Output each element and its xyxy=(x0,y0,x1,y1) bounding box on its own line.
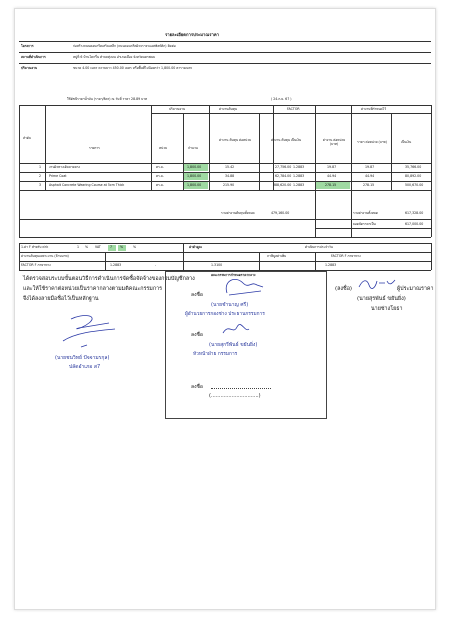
right-sig-name: (นายสุรพันธ์ ขยันยิ่ง) xyxy=(357,296,406,302)
row-3-qty: 1,800.00 xyxy=(187,183,202,187)
row-3-price: 278.15 xyxy=(363,183,375,187)
header-price-group: ค่างานที่กำหนดไว้ xyxy=(361,107,387,111)
row-3-total-cost: 388,620.00 xyxy=(273,183,292,187)
header-total-cost: ค่างาน ต้นทุน เป็นเงิน xyxy=(270,138,302,142)
row-1-total: 35,766.00 xyxy=(405,165,422,169)
factor-row1-v3: 7 xyxy=(110,245,113,249)
factor-row3-v1: - xyxy=(155,263,157,267)
header-qty-group: ปริมาณงาน xyxy=(169,107,186,111)
row-2-price-unit: 44.94 xyxy=(327,174,337,178)
factor-row1-v4: % xyxy=(120,245,124,249)
header-unit: หน่วย xyxy=(159,146,167,150)
factor-row3-v0: 1.2883 xyxy=(110,263,122,267)
volume-label: ปริมาณงาน xyxy=(21,66,38,70)
price-index-date: ( 24.ก.ย. 67 ) xyxy=(271,97,292,101)
row-1-unit: ตร.ม. xyxy=(156,165,164,169)
row-2-total: 80,892.00 xyxy=(405,174,422,178)
row-2-price: 44.94 xyxy=(365,174,375,178)
body-line-1: ได้ตรวจสอบระบบขั้นตอนวิธีการดำเนินการจัดซื้อจัดจ้างของกรมบัญชีกลาง xyxy=(23,276,195,282)
factor-row1-v2: VAT xyxy=(95,245,101,249)
committee-m2-signature xyxy=(221,323,251,337)
committee-m2-name: (นายสุกรีพันธ์ ขยันยิ่ง) xyxy=(209,342,258,348)
document-page xyxy=(14,8,436,610)
header-price-unit: ค่างาน ต่อหน่วย (บาท) xyxy=(322,138,346,146)
factor-row1-right-a: ค่าตัวคูณ xyxy=(189,245,202,249)
body-line-3: จึงได้ลงลายมือชื่อไว้เป็นหลักฐาน xyxy=(23,296,99,302)
row-3-item: Asphalt Concrete Wearing Course at 5cm Thick xyxy=(49,183,125,187)
factor-row1-v0: 1 xyxy=(77,245,80,249)
header-cost-group: ค่างานต้นทุน xyxy=(219,107,237,111)
row-2-factor: 1.2883 xyxy=(293,174,305,178)
committee-m1-role: ผู้อำนวยการกองช่าง ประธานกรรมการ xyxy=(185,312,265,317)
row-3-total: 500,670.00 xyxy=(405,183,424,187)
right-sig-position: นายช่างโยธา xyxy=(371,306,403,312)
committee-m1-label: ลงชื่อ xyxy=(191,292,203,298)
row-1-no: 1 xyxy=(39,165,42,169)
header-price: ราคา ต่อหน่วย (บาท) xyxy=(357,140,387,144)
row-2-total-cost: 62,784.00 xyxy=(275,174,292,178)
row-2-unit-cost: 34.88 xyxy=(225,174,235,178)
sum-label: รวมค่างานต้นทุนทั้งหมด xyxy=(221,211,255,215)
row-2-qty: 1,800.00 xyxy=(187,174,202,178)
factor-row1-v5: % xyxy=(133,245,137,249)
row-2-unit: ตร.ม. xyxy=(156,174,164,178)
volume-value: ขนาด 4.00 เมตร ความยาว 450.00 เมตร หรือพื้นที่ไม่น้อยกว่า 1,800.00 ตารางเมตร xyxy=(73,66,193,70)
header-amount-total: เป็นเงิน xyxy=(401,140,412,144)
price-index-line: ใช้ดัชนีราคาน้ำมัน (ราคา/ลิตร) ณ วันที่ ราคา 28.89 บาท xyxy=(67,97,148,101)
document-title: รายละเอียดการประมาณราคา xyxy=(165,32,220,37)
location-value: หมู่ที่ 6 บ้านโคกรื่น ตำบลทุ่งมน อำเภอเมือง จังหวัดนครพนม xyxy=(73,55,156,59)
factor-row3-label: FACTOR F ภาษาทาง xyxy=(21,263,51,267)
row-3-factor: 1.2883 xyxy=(293,183,305,187)
committee-m1-name: (นายชำนาญ ศรี) xyxy=(211,302,249,308)
row-1-total-cost: 27,756.00 xyxy=(275,165,292,169)
right-signature-mark xyxy=(357,277,397,291)
row-3-price-unit: 278.15 xyxy=(325,183,337,187)
committee-m3-label: ลงชื่อ xyxy=(191,384,203,390)
row-1-price: 19.87 xyxy=(365,165,375,169)
right-sig-label: (ลงชื่อ) xyxy=(335,286,353,292)
committee-m3-name: (..............................) xyxy=(209,393,261,399)
factor-row1-right-b: ดำเนินการประจำวัน xyxy=(305,245,333,249)
committee-m1-signature xyxy=(221,275,265,297)
row-2-item: Prime Coat xyxy=(49,174,67,178)
committee-m2-role: หัวหน้าฝ่าย กรรมการ xyxy=(193,352,238,357)
factor-row2-label: ค่างานต้นทุนเฉพาะงาน (ล้านบาท) xyxy=(21,254,69,258)
row-3-no: 3 xyxy=(39,183,42,187)
factor-row1-v1: % xyxy=(85,245,89,249)
left-signature-mark xyxy=(59,311,123,351)
left-sig-name: (นายชนวิทย์ ปัจจามรกุล) xyxy=(55,355,110,361)
round-label: ยอดปัดราคาเป็น xyxy=(353,222,376,226)
row-1-item: งานผิวทางเดิมลาดยาง xyxy=(49,165,80,169)
body-line-2: และให้ใช้ราคาต่อหน่วยเป็นราคากลางตามมติคณะกรรมการ xyxy=(23,286,163,292)
right-sig-role: ผู้ประมาณราคา xyxy=(397,286,434,292)
round-value: 617,000.00 xyxy=(405,222,424,226)
factor-row1-label: 1.ค่า F สำหรับ ค่าk xyxy=(21,245,49,249)
header-unit-cost: ค่างาน ต้นทุน ต่อหน่วย xyxy=(219,138,251,142)
row-1-qty: 1,800.00 xyxy=(187,165,202,169)
header-item: รายการ xyxy=(89,146,100,150)
row-1-factor: 1.2883 xyxy=(293,165,305,169)
row-1-unit-cost: 15.42 xyxy=(225,165,235,169)
row-1-price-unit: 19.87 xyxy=(327,165,337,169)
factor-row2-right: FACTOR F ภาษาทาง xyxy=(331,254,361,258)
grand-value: 617,328.00 xyxy=(405,211,424,215)
location-label: สถานที่ดำเนินการ xyxy=(21,55,46,59)
header-amount: จำนวน xyxy=(188,146,198,150)
factor-row2-mid: ภาษีมูลค่าเพิ่ม xyxy=(267,254,287,258)
project-value: ก่อสร้างถนนคอนกรีตเสริมเหล็ก (ถนนคอนกรีตผิวจราจรแอสฟัลท์ติก) ติดต่อ xyxy=(73,44,176,48)
row-3-unit: ตร.ม. xyxy=(156,183,164,187)
header-factor: FACTOR xyxy=(287,107,300,111)
left-sig-position: ปลัดอำเภอ ส7 xyxy=(69,364,101,370)
header-no: ลำดับ xyxy=(23,136,31,140)
sum-value: 479,160.00 xyxy=(271,211,290,215)
project-label: โครงการ xyxy=(21,44,34,48)
factor-row3-v2: 1.3100 xyxy=(211,263,223,267)
grand-label: รวมค่างานทั้งหมด xyxy=(353,211,378,215)
row-3-unit-cost: 215.90 xyxy=(223,183,235,187)
committee-m2-label: ลงชื่อ xyxy=(191,332,203,338)
row-2-no: 2 xyxy=(39,174,42,178)
committee-title: คณะกรรมการกำหนดราคากลาง xyxy=(211,273,256,277)
factor-row3-v3: 1.2883 xyxy=(325,263,337,267)
